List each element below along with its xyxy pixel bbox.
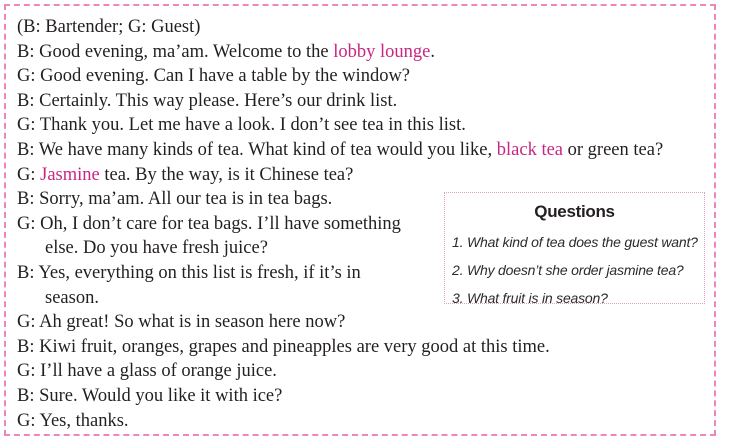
dialogue-line [17, 113, 706, 138]
dialogue-segment: G: Thank you. Let me have a look. I don’t see tea in this list. [17, 115, 466, 136]
dialogue-segment: B: Sorry, ma’am. All our tea is in tea bags. [17, 189, 333, 210]
dialogue-segment: B: Sure. Would you like it with ice? [17, 385, 283, 406]
dialogue-segment: tea. By the way, is it Chinese tea? [99, 164, 354, 185]
dialogue-segment: G: Ah great! So what is in season here now? [17, 312, 346, 333]
dialogue-line [17, 163, 706, 188]
dialogue-line [17, 384, 706, 409]
dialogue-segment: G: [17, 164, 41, 185]
dialogue-segment: B: Certainly. This way please. Here’s our drink list. [17, 90, 398, 111]
dialogue-panel [4, 4, 716, 436]
highlighted-term: black tea [496, 139, 564, 160]
dialogue-segment: else. Do you have fresh juice? [45, 238, 268, 259]
highlighted-term: lobby lounge [333, 41, 431, 62]
dialogue-line [17, 89, 706, 114]
dialogue-line [17, 409, 706, 434]
dialogue-segment: G: Yes, thanks. [17, 410, 129, 431]
question-item: 2. Why doesn’t she order jasmine tea? [452, 262, 684, 278]
dialogue-segment: G: I’ll have a glass of orange juice. [17, 361, 277, 382]
dialogue-segment: B: We have many kinds of tea. What kind of tea would you like, [17, 139, 497, 160]
dialogue-segment: (B: Bartender; G: Guest) [17, 17, 201, 37]
question-item: 1. What kind of tea does the guest want? [452, 234, 698, 250]
dialogue-line [17, 64, 706, 89]
dialogue-segment: season. [45, 287, 99, 308]
dialogue-segment: . [430, 41, 435, 62]
dialogue-segment: B: Yes, everything on this list is fresh, if it’s in [17, 262, 361, 283]
dialogue-line [17, 15, 706, 40]
highlighted-term: Jasmine [40, 164, 100, 185]
questions-list [445, 228, 704, 312]
dialogue-segment: G: Good evening. Can I have a table by the window? [17, 66, 411, 87]
question-item: 3. What fruit is in season? [452, 290, 608, 306]
questions-title: Questions [534, 202, 615, 221]
dialogue-segment: or green tea? [563, 139, 664, 160]
dialogue-segment: B: Kiwi fruit, oranges, grapes and pineapples are very good at this time. [17, 336, 550, 357]
dialogue-segment: G: Oh, I don’t care for tea bags. I’ll have something [17, 213, 401, 234]
dialogue-line [17, 335, 706, 360]
dialogue-line [17, 40, 706, 65]
dialogue-line [17, 359, 706, 384]
dialogue-line [17, 310, 706, 335]
questions-box [444, 192, 705, 304]
dialogue-segment: B: Good evening, ma’am. Welcome to the [17, 41, 334, 62]
dialogue-line [17, 138, 706, 163]
